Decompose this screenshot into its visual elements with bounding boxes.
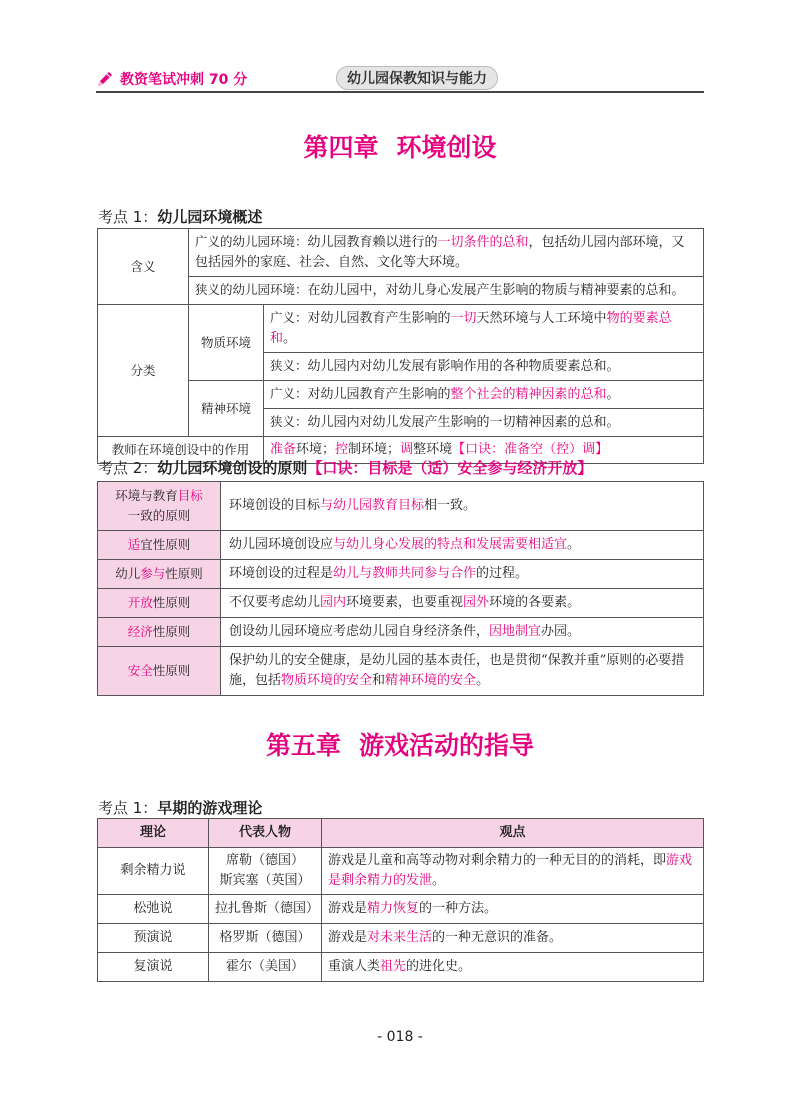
- ch5-kp1-heading: 考点 1：早期的游戏理论: [98, 799, 263, 817]
- kp1-heading: 考点 1：幼儿园环境概述: [98, 208, 263, 226]
- representative-cell: 拉扎鲁斯（德国）: [209, 895, 322, 924]
- page-number: - 018 -: [377, 1029, 423, 1045]
- principle-label: 安全性原则: [98, 647, 221, 696]
- col-header-view: 观点: [322, 819, 704, 848]
- principle-text: 不仅要考虑幼儿园内环境要素，也要重视园外环境的各要素。: [221, 589, 704, 618]
- representative-cell: 格罗斯（德国）: [209, 924, 322, 953]
- header-rule: [96, 91, 704, 93]
- view-cell: 游戏是儿童和高等动物对剩余精力的一种无目的的消耗，即游戏是剩余精力的发泄。: [322, 848, 704, 895]
- book-title: 幼儿园保教知识与能力: [336, 66, 498, 90]
- principle-text: 环境创设的目标与幼儿园教育目标相一致。: [221, 482, 704, 531]
- teacher-role: 准备环境；控制环境；调整环境【口诀：准备空（控）调】: [264, 437, 704, 464]
- classification-label: 分类: [98, 305, 189, 437]
- broad-definition: 广义的幼儿园环境：幼儿园教育赖以进行的一切条件的总和，包括幼儿园内部环境，又包括园外的家庭、社会、自然、文化等大环境。: [189, 229, 704, 277]
- view-cell: 游戏是精力恢复的一种方法。: [322, 895, 704, 924]
- principle-text: 幼儿园环境创设应与幼儿身心发展的特点和发展需要相适宜。: [221, 531, 704, 560]
- theory-cell: 剩余精力说: [98, 848, 209, 895]
- principle-text: 创设幼儿园环境应考虑幼儿园自身经济条件，因地制宜办园。: [221, 618, 704, 647]
- col-header-representative: 代表人物: [209, 819, 322, 848]
- material-narrow: 狭义：幼儿园内对幼儿发展有影响作用的各种物质要素总和。: [264, 353, 704, 381]
- principle-label: 经济性原则: [98, 618, 221, 647]
- running-header: [96, 64, 704, 92]
- kp2-heading: 考点 2：幼儿园环境创设的原则【口诀：目标是（适）安全参与经济开放】: [98, 459, 593, 477]
- principle-label: 适宜性原则: [98, 531, 221, 560]
- chapter-4-title: 第四章 环境创设: [303, 133, 497, 162]
- spirit-env-label: 精神环境: [189, 381, 264, 437]
- theory-cell: 预演说: [98, 924, 209, 953]
- representative-cell: 霍尔（美国）: [209, 953, 322, 982]
- principle-label: 开放性原则: [98, 589, 221, 618]
- view-cell: 重演人类祖先的进化史。: [322, 953, 704, 982]
- meaning-label: 含义: [98, 229, 189, 305]
- spirit-broad: 广义：对幼儿园教育产生影响的整个社会的精神因素的总和。: [264, 381, 704, 409]
- principle-label: 幼儿参与性原则: [98, 560, 221, 589]
- col-header-theory: 理论: [98, 819, 209, 848]
- environment-overview-table: [97, 228, 704, 464]
- series-title: 教资笔试冲刺 70 分: [120, 72, 248, 88]
- chapter-5-title: 第五章 游戏活动的指导: [265, 731, 535, 760]
- theory-cell: 松弛说: [98, 895, 209, 924]
- principles-table: [97, 481, 704, 696]
- representative-cell: 席勒（德国） 斯宾塞（英国）: [209, 848, 322, 895]
- view-cell: 游戏是对未来生活的一种无意识的准备。: [322, 924, 704, 953]
- principle-text: 保护幼儿的安全健康，是幼儿园的基本责任，也是贯彻“保教并重”原则的必要措施，包括物质环境的安全和精神环境的安全。: [221, 647, 704, 696]
- narrow-definition: 狭义的幼儿园环境：在幼儿园中，对幼儿身心发展产生影响的物质与精神要素的总和。: [189, 277, 704, 305]
- material-broad: 广义：对幼儿园教育产生影响的一切天然环境与人工环境中物的要素总和。: [264, 305, 704, 353]
- spirit-narrow: 狭义：幼儿园内对幼儿发展产生影响的一切精神因素的总和。: [264, 409, 704, 437]
- material-env-label: 物质环境: [189, 305, 264, 381]
- theory-cell: 复演说: [98, 953, 209, 982]
- teacher-role-label: 教师在环境创设中的作用: [98, 437, 264, 464]
- principle-text: 环境创设的过程是幼儿与教师共同参与合作的过程。: [221, 560, 704, 589]
- play-theory-table: [97, 818, 704, 982]
- pencil-icon: [96, 70, 114, 88]
- principle-label: 环境与教育目标 一致的原则: [98, 482, 221, 531]
